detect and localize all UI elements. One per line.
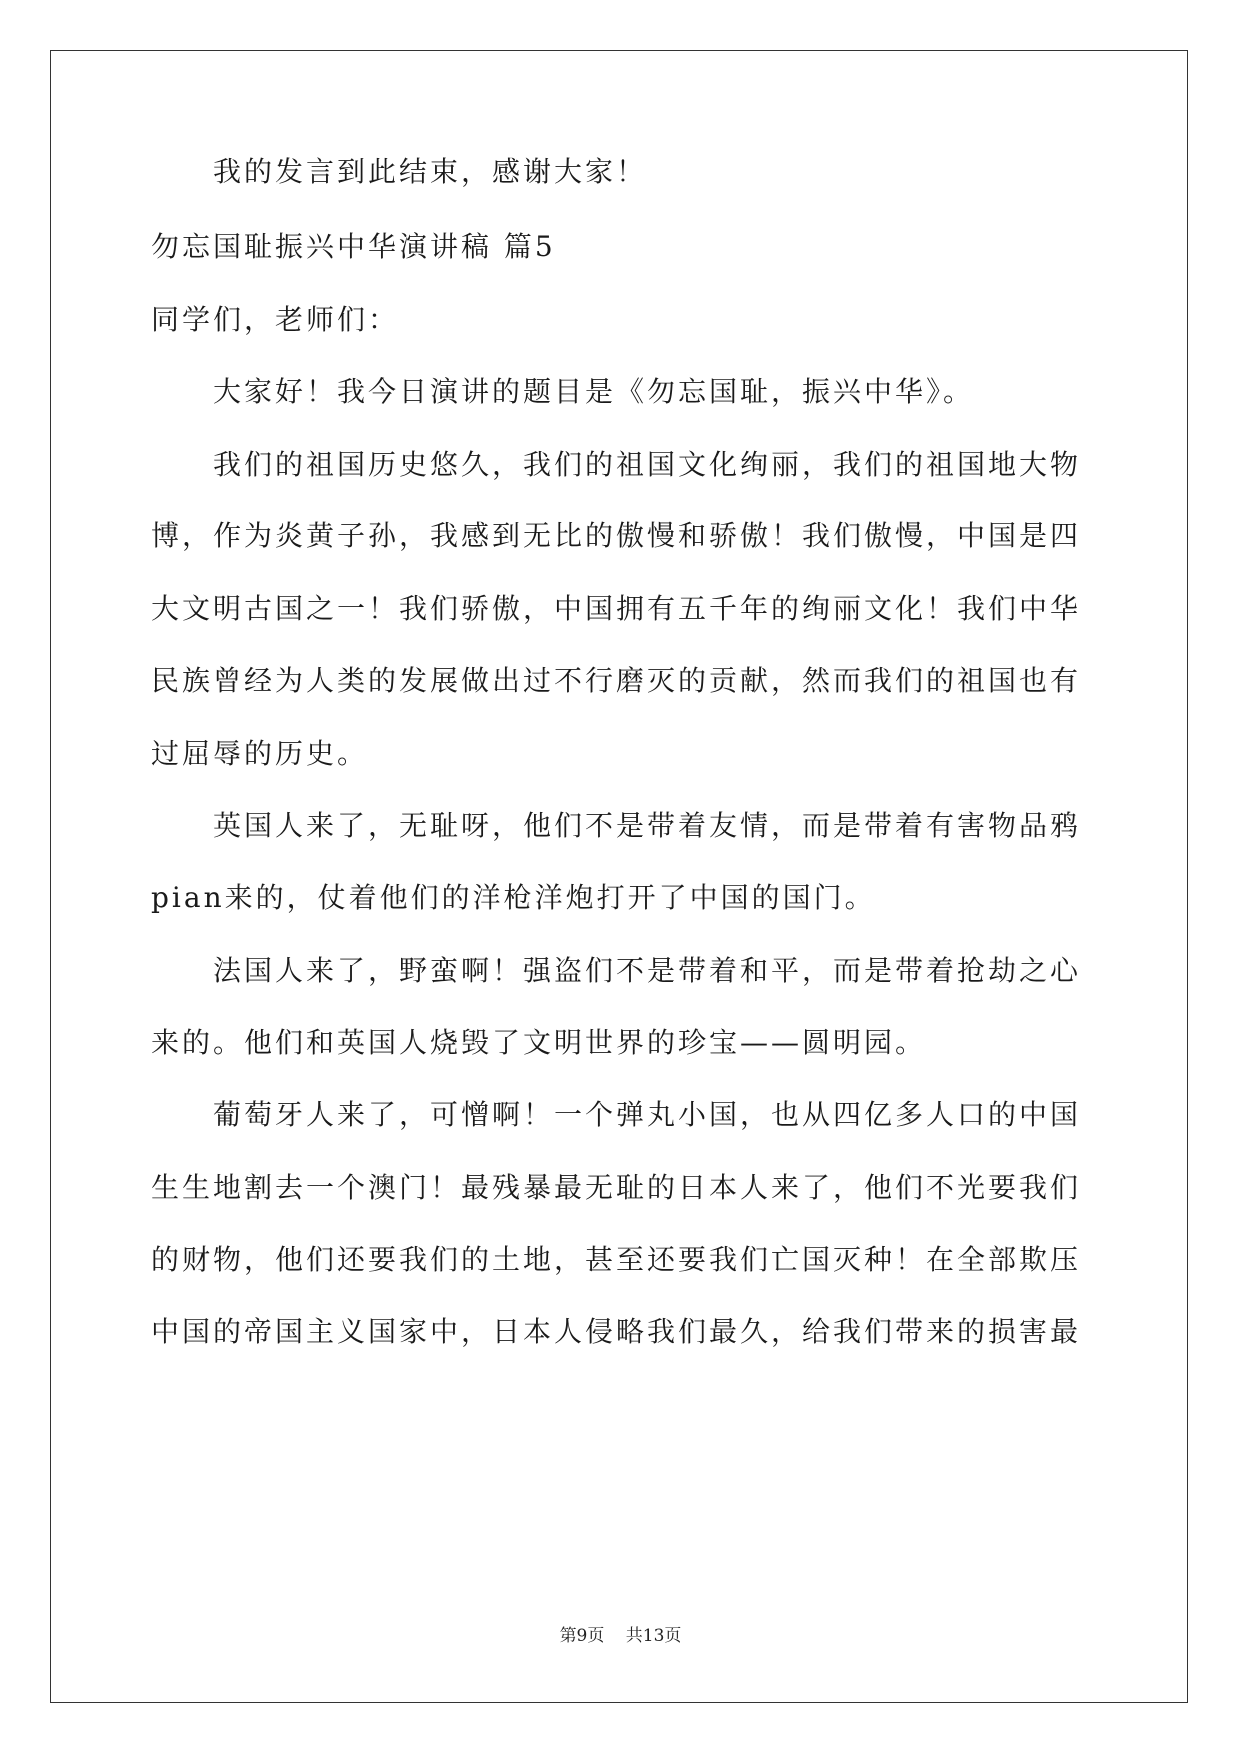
paragraph-line: 大家好！我今日演讲的题目是《勿忘国耻，振兴中华》。 <box>213 375 975 408</box>
paragraph-line: 我们的祖国历史悠久，我们的祖国文化绚丽，我们的祖国地大物 <box>213 448 1082 481</box>
paragraph-line: 英国人来了，无耻呀，他们不是带着友情，而是带着有害物品鸦 <box>213 809 1082 842</box>
page-border <box>50 50 1188 1703</box>
paragraph-line: 法国人来了，野蛮啊！强盗们不是带着和平，而是带着抢劫之心 <box>213 954 1082 987</box>
paragraph-line: 的财物，他们还要我们的土地，甚至还要我们亡国灭种！在全部欺压 <box>151 1243 1082 1276</box>
page-footer <box>0 1621 1241 1646</box>
page-number: 第9页 <box>559 1626 605 1646</box>
section-heading: 勿忘国耻振兴中华演讲稿 篇5 <box>151 230 556 263</box>
salutation: 同学们，老师们： <box>151 303 400 336</box>
paragraph-line: 博，作为炎黄子孙，我感到无比的傲慢和骄傲！我们傲慢，中国是四 <box>151 519 1082 552</box>
paragraph-line: 生生地割去一个澳门！最残暴最无耻的日本人来了，他们不光要我们 <box>151 1171 1082 1204</box>
closing-line: 我的发言到此结束，感谢大家！ <box>213 155 648 188</box>
paragraph-line: 民族曾经为人类的发展做出过不行磨灭的贡献，然而我们的祖国也有 <box>151 664 1082 697</box>
paragraph-line: 大文明古国之一！我们骄傲，中国拥有五千年的绚丽文化！我们中华 <box>151 592 1082 625</box>
paragraph-line: 过屈辱的历史。 <box>151 737 369 770</box>
paragraph-line: 中国的帝国主义国家中，日本人侵略我们最久，给我们带来的损害最 <box>151 1315 1082 1348</box>
paragraph-line: pian来的，仗着他们的洋枪洋炮打开了中国的国门。 <box>151 881 876 914</box>
page-total: 共13页 <box>625 1626 682 1646</box>
paragraph-line: 葡萄牙人来了，可憎啊！一个弹丸小国，也从四亿多人口的中国 <box>213 1098 1082 1131</box>
paragraph-line: 来的。他们和英国人烧毁了文明世界的珍宝——圆明园。 <box>151 1026 927 1059</box>
